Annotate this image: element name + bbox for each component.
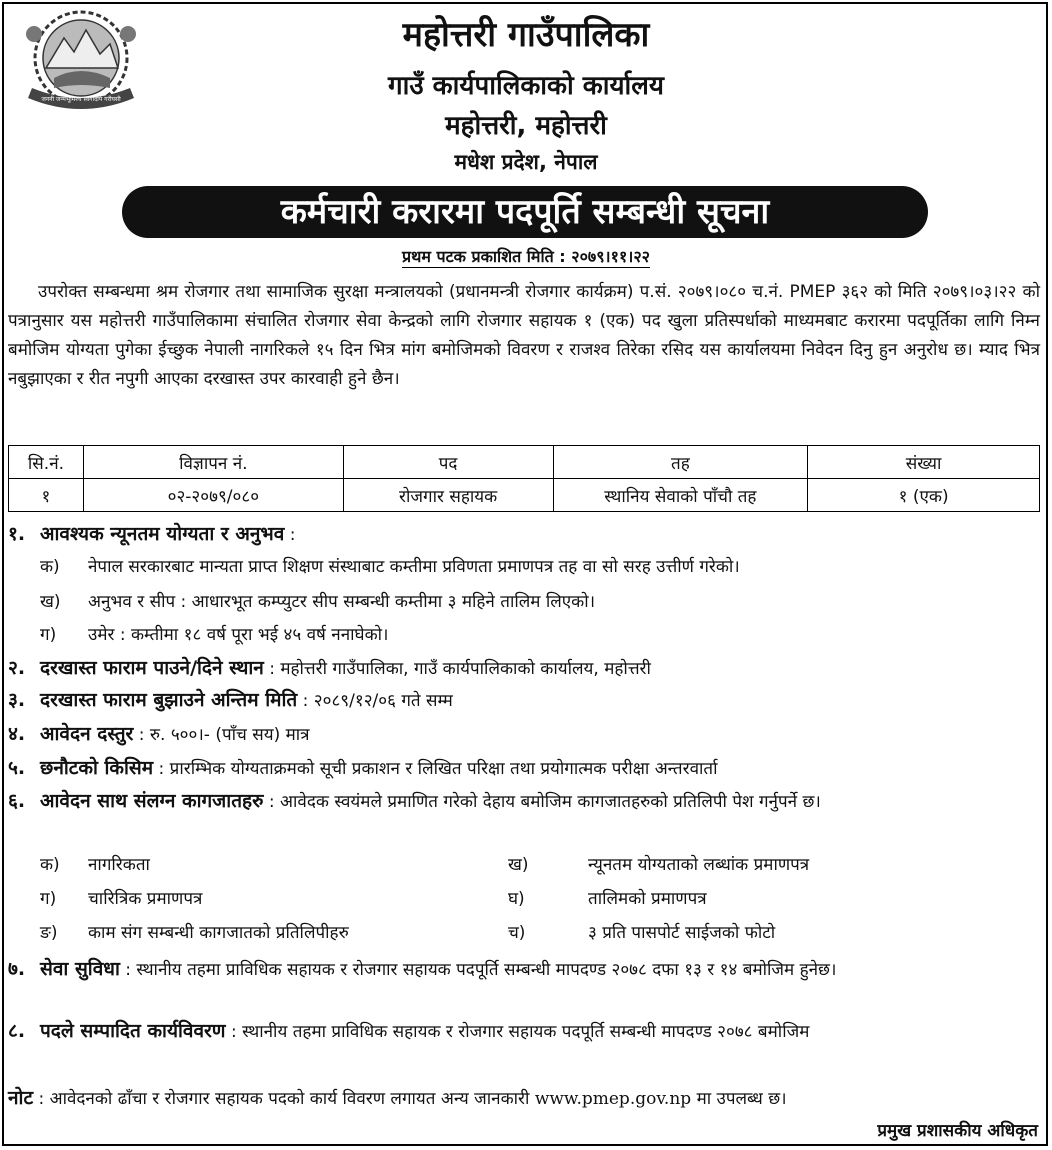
item-text: अनुभव र सीप : आधारभूत कम्प्युटर सीप सम्बन्धी कम्तीमा ३ महिने तालिम लिएको। (88, 592, 596, 612)
section-title: छनौटको किसिम (40, 757, 154, 779)
section-number: ७. (8, 958, 26, 980)
section-8 (8, 1016, 1040, 1047)
table-header-cell: तह (553, 446, 808, 479)
section-5 (8, 754, 1040, 780)
note-line (8, 1084, 1040, 1110)
table-header-cell: सि.नं. (9, 446, 84, 479)
section-3 (8, 686, 1040, 712)
published-date (0, 245, 1052, 267)
section-number: ५. (8, 757, 26, 779)
item-label: घ) (508, 889, 525, 909)
note-label: नोट (8, 1087, 34, 1109)
note-text: : आवेदनको ढाँचा र रोजगार सहायक पदको कार्य विवरण लगायत अन्य जानकारी (33, 1089, 535, 1109)
document-item (40, 852, 150, 875)
section-number: ४. (8, 723, 26, 745)
table-row (9, 479, 1040, 512)
section-text: : स्थानीय तहमा प्राविधिक सहायक र रोजगार सहायक पदपूर्ति सम्बन्धी मापदण्ड २०७८ दफा १३ र १४ बमोजिम हुनेछ। (119, 960, 837, 980)
item-text: न्यूनतम योग्यताको लब्धांक प्रमाणपत्र (588, 855, 810, 875)
section-title: पदले सम्पादित कार्यविवरण (40, 1020, 226, 1042)
section-number: ८. (8, 1020, 26, 1042)
table-cell: ०२-२०७९/०८० (83, 479, 343, 512)
section-2 (8, 654, 1040, 680)
section-text: : प्रारम्भिक योग्यताक्रमको सूची प्रकाशन र लिखित परिक्षा तथा प्रयोगात्मक परीक्षा अन्तरवार्ता (153, 759, 718, 779)
table-header-row (9, 446, 1040, 479)
item-label: ग) (40, 889, 57, 909)
section-text: : स्थानीय तहमा प्राविधिक सहायक र रोजगार सहायक पदपूर्ति सम्बन्धी मापदण्ड २०७८ बमोजिम (225, 1022, 810, 1042)
section-4 (8, 720, 1040, 746)
signature-title: प्रमुख प्रशासकीय अधिकृत (877, 1121, 1038, 1141)
item-text: तालिमको प्रमाणपत्र (588, 889, 707, 909)
item-label: ख) (508, 855, 529, 875)
section-title: आवेदन साथ संलग्न कागजातहरु (40, 790, 264, 812)
table-header-cell: विज्ञापन नं. (83, 446, 343, 479)
item-text: ३ प्रति पासपोर्ट साईजको फोटो (588, 923, 776, 943)
vacancy-table (8, 445, 1040, 512)
item-label: च) (508, 923, 526, 943)
item-text: काम संग सम्बन्धी कागजातको प्रतिलिपीहरु (88, 923, 349, 943)
table-header-cell: पद (343, 446, 553, 479)
office-address: महोत्तरी, महोत्तरी (445, 111, 607, 141)
item-label: क) (40, 855, 60, 875)
item-label: ङ) (40, 923, 58, 943)
item-text: नेपाल सरकारबाट मान्यता प्राप्त शिक्षण संस्थाबाट कम्तीमा प्रविणता प्रमाणपत्र तह वा सो सरह उत्तीर्ण गरेको। (88, 557, 740, 577)
section-7 (8, 954, 1040, 985)
item-text: चारित्रिक प्रमाणपत्र (88, 889, 203, 909)
document-item (40, 886, 202, 909)
notice-title: कर्मचारी करारमा पदपूर्ति सम्बन्धी सूचना (122, 186, 928, 238)
section-text: : आवेदक स्वयंमले प्रमाणित गरेको देहाय बमोजिम कागजातहरुको प्रतिलिपी पेश गर्नुपर्ने छ। (263, 792, 821, 812)
note-tail: मा उपलब्ध छ। (691, 1089, 787, 1109)
emblem-motto: जननी जन्मभूमिश्च स्वर्गादपि गरीयसी (41, 96, 121, 103)
published-date-text: प्रथम पटक प्रकाशित मिति : २०७९।११।२२ (402, 247, 650, 266)
table-cell: १ (एक) (808, 479, 1040, 512)
item-label: ख) (40, 592, 61, 612)
section-number: २. (8, 657, 26, 679)
section-text: : रु. ५००।- (पाँच सय) मात्र (133, 725, 310, 745)
section-title: आवेदन दस्तुर (40, 723, 134, 745)
section-title: सेवा सुविधा (40, 958, 120, 980)
table-cell: स्थानिय सेवाको पाँचौ तह (553, 479, 808, 512)
document-item (508, 852, 809, 875)
table-cell: १ (9, 479, 84, 512)
qualification-item (40, 554, 740, 577)
section-number: ३. (8, 689, 26, 711)
item-label: क) (40, 557, 60, 577)
item-label: ग) (40, 625, 57, 645)
document-item (508, 920, 775, 943)
section-6 (8, 786, 1040, 817)
section-title: दरखास्त फाराम बुझाउने अन्तिम मिति (40, 689, 298, 711)
section-title: दरखास्त फाराम पाउने/दिने स्थान (40, 657, 264, 679)
qualification-item (40, 622, 389, 645)
document-item (508, 886, 707, 909)
qualification-item (40, 589, 595, 612)
section-separator: : (284, 525, 296, 545)
province-name: मधेश प्रदेश, नेपाल (454, 150, 598, 174)
municipality-name: महोत्तरी गाउँपालिका (402, 15, 650, 55)
section-text: : २०८९/१२/०६ गते सम्म (297, 691, 453, 711)
section-number: १. (8, 523, 26, 545)
section-1 (8, 520, 1040, 546)
pmep-website-link[interactable]: www.pmep.gov.np (534, 1089, 692, 1109)
section-title: आवश्यक न्यूनतम योग्यता र अनुभव (40, 523, 285, 545)
intro-paragraph: उपरोक्त सम्बन्धमा श्रम रोजगार तथा सामाजिक सुरक्षा मन्त्रालयको (प्रधानमन्त्री रोजगार कार्यक्रम) प.सं. २०७९।०८० च.नं. PMEP ३६२ को मिति २०७९।०३।२२ को पत्रानुसार यस महोत्तरी गाउँपालिकामा संचालित रोजगार सेवा केन्द्रको लागि रोजगार सहायक १ (एक) पद खुला प्रतिस्पर्धाको माध्यमबाट करारमा पदपूर्तिका लागि निम्न बमोजिम योग्यता पुगेका ईच्छुक नेपाली नागरिकले १५ दिन भित्र मांग बमोजिमको विवरण र राजश्व तिरेका रसिद यस कार्यालयमा निवेदन दिनु हुन अनुरोध छ। म्याद भित्र नबुझाएका र रीत नपुगी आएका दरखास्त उपर कारवाही हुने छैन। (8, 282, 1040, 389)
table-header-cell: संख्या (808, 446, 1040, 479)
section-text: : महोत्तरी गाउँपालिका, गाउँ कार्यपालिकाको कार्यालय, महोत्तरी (263, 659, 651, 679)
table-cell: रोजगार सहायक (343, 479, 553, 512)
item-text: उमेर : कम्तीमा १८ वर्ष पूरा भई ४५ वर्ष ननाघेको। (88, 625, 389, 645)
section-number: ६. (8, 790, 26, 812)
document-item (40, 920, 349, 943)
office-name: गाउँ कार्यपालिकाको कार्यालय (388, 71, 664, 101)
item-text: नागरिकता (88, 855, 150, 875)
